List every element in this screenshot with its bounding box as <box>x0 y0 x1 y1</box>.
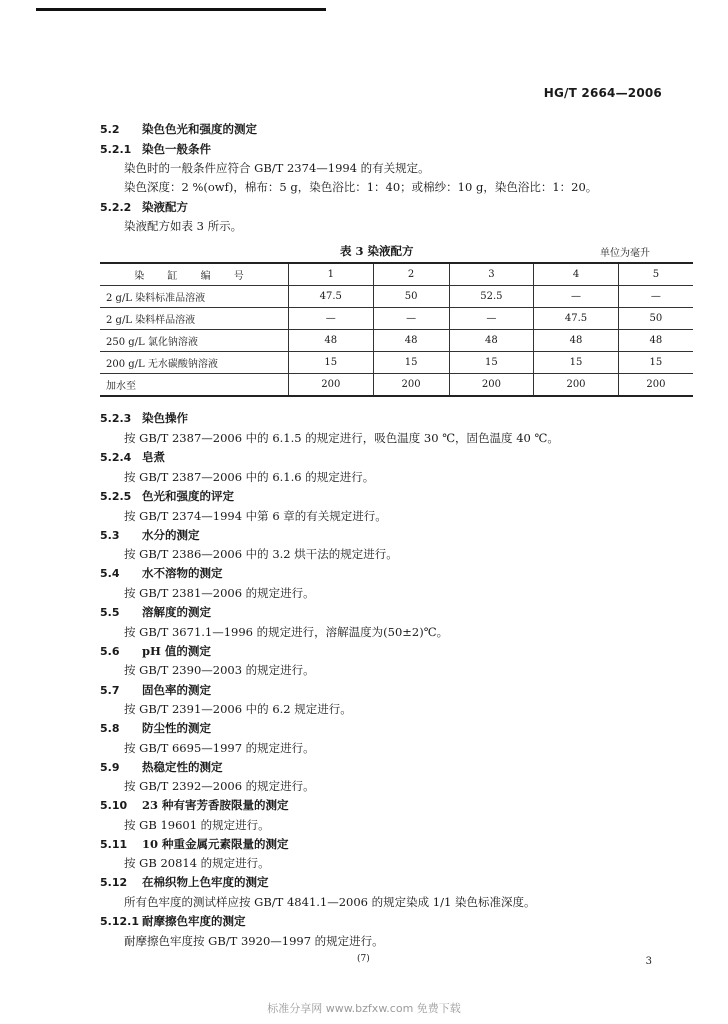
section-title: 染色操作 <box>142 411 188 425</box>
paragraph: 按 GB/T 2390—2003 的规定进行。 <box>124 663 315 677</box>
table-cell: 15 <box>449 352 534 374</box>
section-title: 皂煮 <box>142 450 165 464</box>
section-number: 5.2 <box>100 123 120 136</box>
section-heading <box>100 121 257 138</box>
table-cell: 48 <box>618 330 693 352</box>
table-cell: 15 <box>373 352 449 374</box>
watermark-text: 标准分享网 www.bzfxw.com 免费下载 <box>267 1002 461 1015</box>
paragraph: 按 GB/T 2386—2006 中的 3.2 烘干法的规定进行。 <box>124 547 398 561</box>
paragraph: 染色深度：2 %(owf)，棉布：5 g，染色浴比：1：40；或棉纱：10 g，染色浴比：1：20。 <box>124 180 598 194</box>
paragraph: 染色时的一般条件应符合 GB/T 2374—1994 的有关规定。 <box>124 161 430 175</box>
table-cell: 47.5 <box>534 308 619 330</box>
paragraph: 按 GB/T 6695—1997 的规定进行。 <box>124 741 315 755</box>
table-cell: 200 <box>534 374 619 397</box>
table-row <box>100 308 693 330</box>
section-number: 5.2.1 <box>100 143 132 156</box>
section-heading <box>100 527 200 544</box>
section-title: 固色率的测定 <box>142 683 211 697</box>
table-header-cell: 3 <box>449 263 534 286</box>
table-cell: 47.5 <box>289 286 374 308</box>
paragraph: 按 GB/T 2387—2006 中的 6.1.6 的规定进行。 <box>124 470 375 484</box>
table-cell: 48 <box>449 330 534 352</box>
section-title: 染色一般条件 <box>142 142 211 156</box>
section-heading <box>100 604 211 621</box>
table-cell: 50 <box>373 286 449 308</box>
section-title: 水不溶物的测定 <box>142 566 223 580</box>
table-caption: 表 3 染液配方 <box>340 244 414 258</box>
section-number: 5.5 <box>100 606 120 619</box>
section-title: 色光和强度的评定 <box>142 489 234 503</box>
table-cell: 50 <box>618 308 693 330</box>
table-cell: 200 <box>449 374 534 397</box>
paragraph: 按 GB/T 2392—2006 的规定进行。 <box>124 779 315 793</box>
footer-mark: (7) <box>357 954 370 964</box>
table-header-cell: 4 <box>534 263 619 286</box>
section-title: 10 种重金属元素限量的测定 <box>142 837 289 851</box>
section-number: 5.2.4 <box>100 451 132 464</box>
section-title: 热稳定性的测定 <box>142 760 223 774</box>
section-title: 染液配方 <box>142 200 188 214</box>
table-header-cell: 染 缸 编 号 <box>100 263 289 286</box>
table-cell: 48 <box>534 330 619 352</box>
table-row <box>100 352 693 374</box>
section-title: 耐摩擦色牢度的测定 <box>142 914 246 928</box>
standard-code: HG/T 2664—2006 <box>543 86 662 100</box>
section-heading <box>100 643 211 660</box>
paragraph: 所有色牢度的测试样应按 GB/T 4841.1—2006 的规定染成 1/1 染色标准深度。 <box>124 895 536 909</box>
table-cell: 200 <box>373 374 449 397</box>
paragraph: 按 GB 19601 的规定进行。 <box>124 818 270 832</box>
table-cell: — <box>289 308 374 330</box>
section-heading <box>100 720 211 737</box>
table-header-cell: 5 <box>618 263 693 286</box>
table-cell: 48 <box>289 330 374 352</box>
section-number: 5.8 <box>100 722 120 735</box>
paragraph: 按 GB/T 2387—2006 中的 6.1.5 的规定进行，吸色温度 30 ℃，固色温度 40 ℃。 <box>124 431 559 445</box>
table-row <box>100 286 693 308</box>
section-heading <box>100 874 269 891</box>
section-number: 5.2.3 <box>100 412 132 425</box>
paragraph: 按 GB 20814 的规定进行。 <box>124 856 270 870</box>
paragraph: 耐摩擦色牢度按 GB/T 3920—1997 的规定进行。 <box>124 934 384 948</box>
table-cell: 250 g/L 氯化钠溶液 <box>100 330 289 352</box>
table-cell: 15 <box>534 352 619 374</box>
table-row <box>100 330 693 352</box>
paragraph: 按 GB/T 3671.1—1996 的规定进行，溶解温度为(50±2)℃。 <box>124 625 449 639</box>
table-header-cell: 2 <box>373 263 449 286</box>
section-number: 5.12 <box>100 876 128 889</box>
section-heading <box>100 797 289 814</box>
section-number: 5.9 <box>100 761 120 774</box>
section-number: 5.3 <box>100 529 120 542</box>
table-cell: 52.5 <box>449 286 534 308</box>
section-number: 5.2.5 <box>100 490 132 503</box>
dye-formula-table <box>100 262 693 397</box>
section-heading <box>100 488 234 505</box>
table-cell: 200 <box>618 374 693 397</box>
paragraph: 按 GB/T 2391—2006 中的 6.2 规定进行。 <box>124 702 352 716</box>
table-header-row <box>100 263 693 286</box>
table-cell: 48 <box>373 330 449 352</box>
section-heading <box>100 199 188 216</box>
table-cell: 15 <box>618 352 693 374</box>
section-title: 23 种有害芳香胺限量的测定 <box>142 798 289 812</box>
top-rule <box>36 8 326 11</box>
table-unit: 单位为毫升 <box>600 248 650 259</box>
page-number: 3 <box>645 956 652 967</box>
table-cell: 2 g/L 染料样品溶液 <box>100 308 289 330</box>
paragraph: 按 GB/T 2381—2006 的规定进行。 <box>124 586 315 600</box>
section-heading <box>100 913 246 930</box>
section-title: 防尘性的测定 <box>142 721 211 735</box>
section-number: 5.10 <box>100 799 128 812</box>
table-cell: 15 <box>289 352 374 374</box>
table-cell: 200 g/L 无水碳酸钠溶液 <box>100 352 289 374</box>
section-title: pH 值的测定 <box>142 644 211 658</box>
table-cell: — <box>449 308 534 330</box>
section-number: 5.11 <box>100 838 128 851</box>
section-heading <box>100 565 223 582</box>
table-cell: — <box>534 286 619 308</box>
section-title: 染色色光和强度的测定 <box>142 122 257 136</box>
section-title: 溶解度的测定 <box>142 605 211 619</box>
section-number: 5.2.2 <box>100 201 132 214</box>
section-title: 在棉织物上色牢度的测定 <box>142 875 269 889</box>
section-number: 5.6 <box>100 645 120 658</box>
section-title: 水分的测定 <box>142 528 200 542</box>
table-cell: — <box>618 286 693 308</box>
section-heading <box>100 759 223 776</box>
paragraph: 染液配方如表 3 所示。 <box>124 219 243 233</box>
table-cell: — <box>373 308 449 330</box>
section-number: 5.12.1 <box>100 915 139 928</box>
section-number: 5.4 <box>100 567 120 580</box>
table-row <box>100 374 693 397</box>
section-heading <box>100 410 188 427</box>
table-header-cell: 1 <box>289 263 374 286</box>
section-number: 5.7 <box>100 684 120 697</box>
section-heading <box>100 449 165 466</box>
paragraph: 按 GB/T 2374—1994 中第 6 章的有关规定进行。 <box>124 509 387 523</box>
section-heading <box>100 141 211 158</box>
section-heading <box>100 682 211 699</box>
section-heading <box>100 836 289 853</box>
table-cell: 加水至 <box>100 374 289 397</box>
table-cell: 200 <box>289 374 374 397</box>
table-cell: 2 g/L 染料标准品溶液 <box>100 286 289 308</box>
